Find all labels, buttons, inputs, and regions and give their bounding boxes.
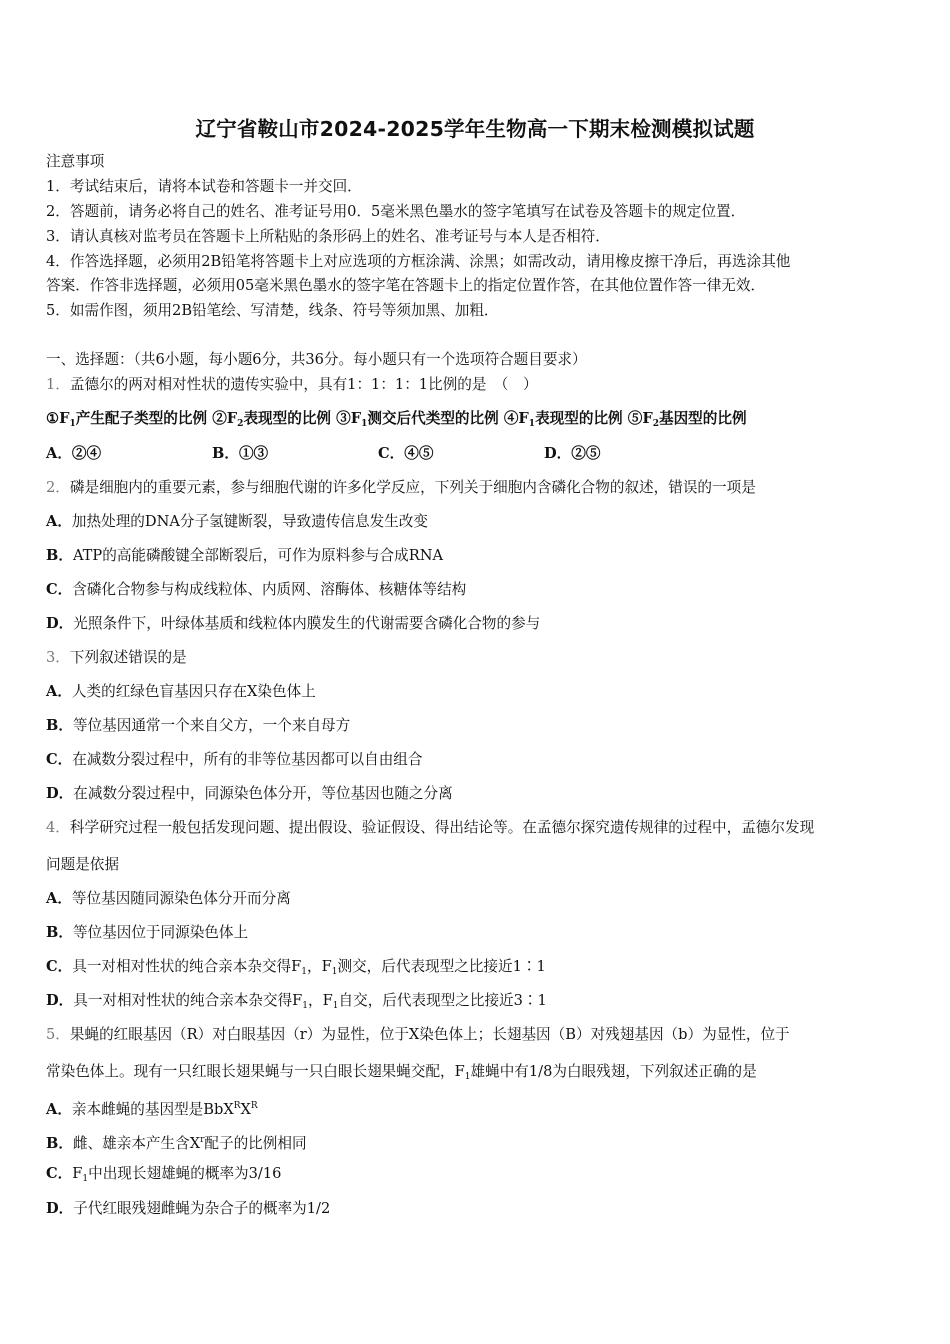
notice-heading: 注意事项 [46, 153, 105, 170]
item-3: $③F_1$测交后代类型的比例 [336, 410, 499, 429]
page-title: 辽宁省鞍山市2024-2025学年生物高一下期末检测模拟试题 [195, 117, 755, 141]
notice-item: 1．考试结束后，请将本试卷和答题卡一并交回． [46, 178, 362, 195]
question-text: 果蝇的红眼基因（R）对白眼基因（r）为显性，位于X染色体上；长翅基因（B）对残翅基因（b）为显性，位于 [69, 1026, 790, 1043]
option-c[interactable]: C．$F_1$中出现长翅雄蝇的概率为3/16 [46, 1165, 282, 1184]
option-c[interactable]: C．具一对相对性状的纯合亲本杂交得$F_1$，$F_1$测交，后代表现型之比接近1∶1 [46, 958, 546, 977]
option-b[interactable]: B．等位基因位于同源染色体上 [46, 924, 249, 941]
option-b[interactable]: B．等位基因通常一个来自父方，一个来自母方 [46, 717, 351, 734]
item-1: $①F_1$产生配子类型的比例 [46, 410, 208, 429]
option-b[interactable]: B．雌、雄亲本产生含$X^r$配子的比例相同 [46, 1135, 307, 1152]
option-a[interactable]: A．亲本雌蝇的基因型是$BbX^RX^R$ [46, 1101, 258, 1118]
question-5-stem [46, 1025, 790, 1045]
option-a[interactable]: A．人类的红绿色盲基因只存在X染色体上 [46, 683, 316, 700]
question-text: 孟德尔的两对相对性状的遗传实验中，具有1：1：1：1比例的是 （ ） [69, 376, 538, 393]
notice-item: 2．答题前，请务必将自己的姓名、准考证号用0．5毫米黑色墨水的签字笔填写在试卷及答题卡的规定位置． [46, 203, 746, 220]
section-heading: 一、选择题：（共6小题，每小题6分，共36分。每小题只有一个选项符合题目要求） [46, 351, 587, 368]
notice-item: 3．请认真核对监考员在答题卡上所粘贴的条形码上的姓名、准考证号与本人是否相符． [46, 228, 610, 245]
question-number: 1． [46, 376, 70, 393]
option-c[interactable]: C．在减数分裂过程中，所有的非等位基因都可以自由组合 [46, 751, 423, 768]
item-4: $④F_1$表现型的比例 [503, 410, 623, 429]
option-c[interactable]: C．④⑤ [378, 445, 434, 462]
question-text: 磷是细胞内的重要元素，参与细胞代谢的许多化学反应，下列关于细胞内含磷化合物的叙述，错误的一项是 [69, 479, 756, 496]
question-number: 4． [46, 819, 70, 836]
question-5-stem-cont: 常染色体上。现有一只红眼长翅果蝇与一只白眼长翅果蝇交配，$F_1$雄蝇中有1/8为白眼残翅，下列叙述正确的是 [46, 1063, 757, 1082]
option-a[interactable]: A．等位基因随同源染色体分开而分离 [46, 890, 291, 907]
notice-item: 答案．作答非选择题，必须用05毫米黑色墨水的签字笔在答题卡上的指定位置作答，在其他位置作答一律无效． [46, 277, 766, 294]
option-d[interactable]: D．在减数分裂过程中，同源染色体分开，等位基因也随之分离 [46, 785, 453, 802]
question-1-stem [46, 375, 538, 395]
question-4-stem [46, 818, 814, 838]
question-number: 5． [46, 1026, 70, 1043]
option-b[interactable]: B．①③ [212, 445, 269, 462]
option-d[interactable]: D．光照条件下，叶绿体基质和线粒体内膜发生的代谢需要含磷化合物的参与 [46, 615, 541, 632]
option-b[interactable]: B．ATP的高能磷酸键全部断裂后，可作为原料参与合成RNA [46, 547, 443, 564]
item-5: $⑤F_2$基因型的比例 [627, 410, 747, 429]
question-1-items [46, 409, 747, 434]
option-c[interactable]: C．含磷化合物参与构成线粒体、内质网、溶酶体、核糖体等结构 [46, 581, 467, 598]
question-text: 下列叙述错误的是 [69, 649, 187, 666]
question-3-stem [46, 648, 187, 668]
question-4-stem-cont: 问题是依据 [46, 856, 119, 873]
question-1-options [46, 444, 710, 464]
notice-item: 4．作答选择题，必须用2B铅笔将答题卡上对应选项的方框涂满、涂黑；如需改动，请用橡皮擦干净后，再选涂其他 [46, 253, 791, 270]
option-a[interactable]: A．加热处理的DNA分子氢键断裂，导致遗传信息发生改变 [46, 513, 428, 530]
notice-item: 5．如需作图，须用2B铅笔绘、写清楚，线条、符号等须加黑、加粗． [46, 302, 499, 319]
question-text: 科学研究过程一般包括发现问题、提出假设、验证假设、得出结论等。在孟德尔探究遗传规律的过程中，孟德尔发现 [69, 819, 815, 836]
question-2-stem [46, 478, 756, 498]
option-d[interactable]: D．子代红眼残翅雌蝇为杂合子的概率为1/2 [46, 1200, 331, 1217]
item-2: $②F_2$表现型的比例 [212, 410, 332, 429]
question-number: 2． [46, 479, 70, 496]
option-d[interactable]: D．具一对相对性状的纯合亲本杂交得$F_1$，$F_1$自交，后代表现型之比接近3∶1 [46, 992, 547, 1011]
option-d[interactable]: D．②⑤ [544, 445, 601, 462]
question-number: 3． [46, 649, 70, 666]
option-a[interactable]: A．②④ [46, 445, 102, 462]
